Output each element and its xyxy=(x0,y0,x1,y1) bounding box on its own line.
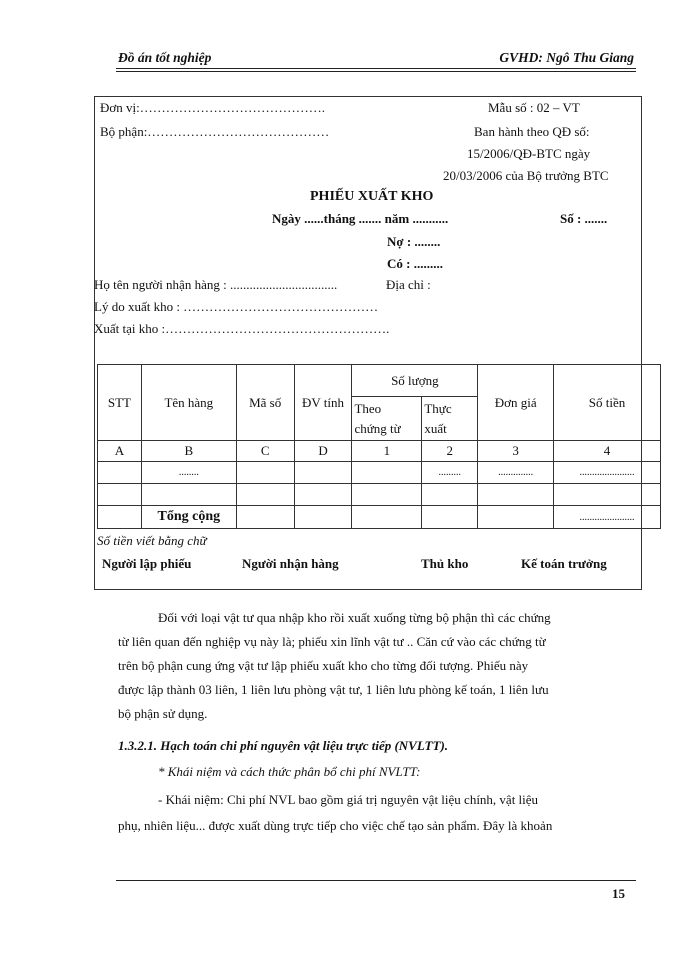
dots-2: ......... xyxy=(422,462,478,484)
code-cell: 2 xyxy=(422,441,478,462)
code-cell: B xyxy=(141,441,236,462)
p2-line-1: - Khái niệm: Chi phí NVL bao gồm giá trị nguyên vật liệu chính, vật liệu xyxy=(158,792,539,807)
mau-so: Mẫu số : 02 – VT xyxy=(488,100,580,115)
p1-line-5: bộ phận sử dụng. xyxy=(118,706,208,721)
co-field: Có : ......... xyxy=(387,256,443,271)
code-cell: 4 xyxy=(554,441,661,462)
don-vi: Đơn vị:……………………………………. xyxy=(100,100,325,115)
p1-line-4: được lập thành 03 liên, 1 liên lưu phòng vật tư, 1 liên lưu phòng kế toán, 1 liên lưu xyxy=(118,682,549,697)
ban-hanh-3: 20/03/2006 của Bộ trưởng BTC xyxy=(443,168,609,183)
header-ten-hang: Tên hàng xyxy=(141,365,236,441)
page-number: 15 xyxy=(612,886,625,901)
header-so-tien: Số tiền xyxy=(554,365,661,441)
header-theo-chung-tu: Theo chứng từ xyxy=(352,397,422,441)
so-tien-chu: Số tiền viết bằng chữ xyxy=(97,533,207,548)
dots-3: .............. xyxy=(478,462,554,484)
section-heading: 1.3.2.1. Hạch toán chi phí nguyên vật liệu trực tiếp (NVLTT). xyxy=(118,738,449,753)
code-cell: C xyxy=(236,441,294,462)
header-thuc-xuat: Thực xuất xyxy=(422,397,478,441)
code-row xyxy=(98,441,661,462)
dots-b: ........ xyxy=(141,462,236,484)
xuat-tai-kho-field: Xuất tại kho :……………………………………………. xyxy=(94,321,390,336)
header-right: GVHD: Ngô Thu Giang xyxy=(499,50,634,65)
ho-ten-field: Họ tên người nhận hàng : ................................. xyxy=(94,277,338,292)
header-don-gia: Đơn giá xyxy=(478,365,554,441)
p1-line-3: trên bộ phận cung ứng vật tư lập phiếu xuất kho cho từng đối tượng. Phiếu này xyxy=(118,658,529,673)
tong-cong: Tổng cộng xyxy=(141,506,236,529)
header-rule-2 xyxy=(116,71,636,72)
table-row xyxy=(98,484,661,506)
items-table xyxy=(97,364,661,529)
header-stt: STT xyxy=(98,365,142,441)
dots-4: ...................... xyxy=(554,462,661,484)
ly-do-field: Lý do xuất kho : ……………………………………… xyxy=(94,299,379,314)
p2-line-2: phụ, nhiên liệu... được xuất dùng trực tiếp cho việc chế tạo sản phẩm. Đây là khoản xyxy=(118,818,553,833)
bo-phan: Bộ phận:…………………………………… xyxy=(100,124,330,139)
header-so-luong: Số lượng xyxy=(352,365,478,397)
code-cell: A xyxy=(98,441,142,462)
ban-hanh-2: 15/2006/QĐ-BTC ngày xyxy=(467,146,591,161)
header-left: Đồ án tốt nghiệp xyxy=(118,50,212,65)
table-row xyxy=(98,462,661,484)
tong-dots: ...................... xyxy=(554,506,661,529)
code-cell: 1 xyxy=(352,441,422,462)
header-dv-tinh: ĐV tính xyxy=(294,365,352,441)
no-field: Nợ : ........ xyxy=(387,234,441,249)
so-field: Số : ....... xyxy=(560,211,608,226)
sig-ke-toan: Kế toán trưởng xyxy=(521,556,607,571)
form-title: PHIẾU XUẤT KHO xyxy=(310,189,434,204)
footer-rule xyxy=(116,880,636,881)
sig-thu-kho: Thủ kho xyxy=(421,556,469,571)
p1-line-1: Đối với loại vật tư qua nhập kho rồi xuất xuống từng bộ phận thì các chứng xyxy=(158,610,551,625)
code-cell: 3 xyxy=(478,441,554,462)
dia-chi-field: Địa chỉ : xyxy=(386,277,431,292)
subheading: * Khái niệm và cách thức phân bổ chi phí NVLTT: xyxy=(158,764,421,779)
code-cell: D xyxy=(294,441,352,462)
p1-line-2: từ liên quan đến nghiệp vụ này là; phiếu xin lĩnh vật tư .. Căn cứ vào các chứng từ xyxy=(118,634,546,649)
sig-nguoi-lap: Người lập phiếu xyxy=(102,556,192,571)
date-line: Ngày ......tháng ....... năm ........... xyxy=(272,211,449,226)
header-rule xyxy=(116,68,636,69)
header-ma-so: Mã số xyxy=(236,365,294,441)
ban-hanh-1: Ban hành theo QĐ số: xyxy=(474,124,590,139)
sig-nguoi-nhan: Người nhận hàng xyxy=(242,556,339,571)
total-row xyxy=(98,506,661,529)
